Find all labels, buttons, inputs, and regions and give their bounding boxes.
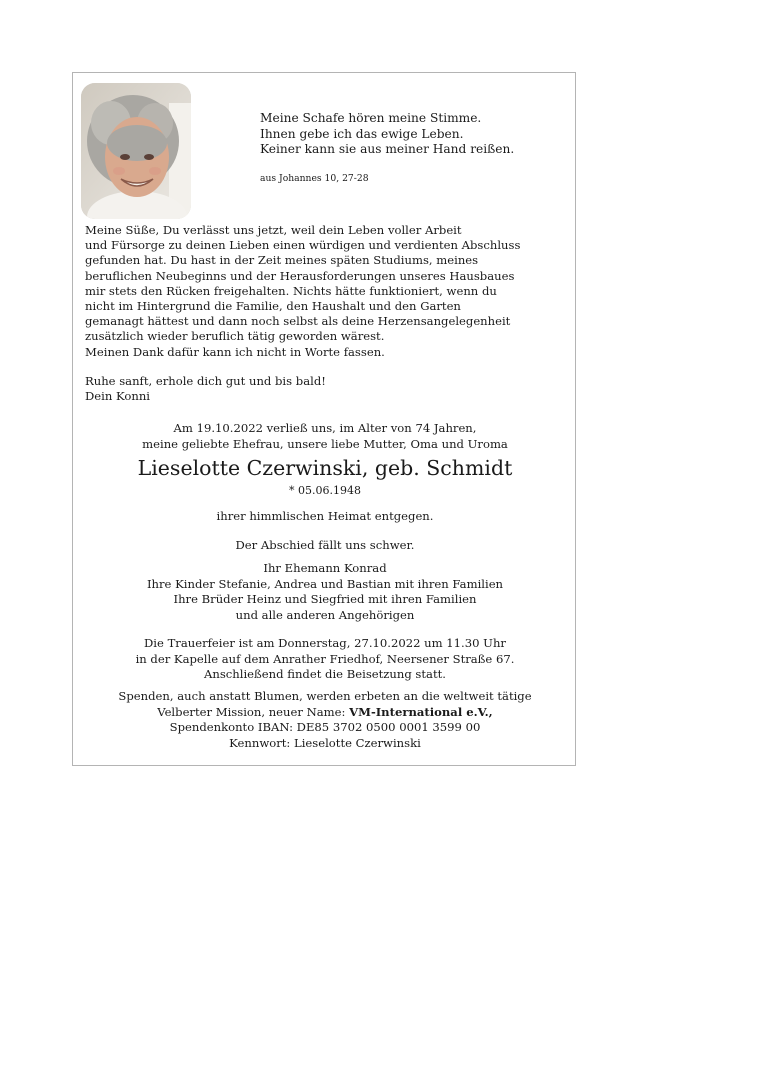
bible-verse bbox=[260, 111, 560, 158]
birth-date-text: * 05.06.1948 bbox=[289, 484, 361, 497]
donation-org-name: VM-International e.V., bbox=[349, 704, 493, 719]
tribute-line: gemanagt hättest und dann noch selbst als deine Herzensangelegenheit bbox=[85, 314, 511, 329]
donation-line bbox=[73, 705, 577, 721]
obituary-notice bbox=[72, 72, 576, 766]
funeral-details bbox=[73, 636, 577, 683]
verse-line: Keiner kann sie aus meiner Hand reißen. bbox=[260, 142, 515, 156]
tribute-line: Meine Süße, Du verlässt uns jetzt, weil dein Leben voller Arbeit bbox=[85, 223, 462, 237]
heaven-line-text: ihrer himmlischen Heimat entgegen. bbox=[216, 509, 434, 523]
birth-date bbox=[73, 483, 577, 499]
mourners-list bbox=[73, 561, 577, 623]
farewell-line bbox=[73, 538, 577, 554]
mourner-line: Ihre Brüder Heinz und Siegfried mit ihren Familien bbox=[173, 592, 477, 606]
signoff-line: Ruhe sanft, erhole dich gut und bis bald! bbox=[85, 374, 326, 388]
verse-line: Ihnen gebe ich das ewige Leben. bbox=[260, 126, 464, 141]
ceremony-line: Anschließend findet die Beisetzung statt. bbox=[204, 667, 446, 681]
mourner-line: Ihr Ehemann Konrad bbox=[263, 561, 387, 575]
verse-source: aus Johannes 10, 27-28 bbox=[260, 173, 369, 184]
ceremony-line: Die Trauerfeier ist am Donnerstag, 27.10.2022 um 11.30 Uhr bbox=[144, 636, 506, 650]
tribute-line: nicht im Hintergrund die Familie, den Haushalt und den Garten bbox=[85, 299, 461, 314]
verse-line: Meine Schafe hören meine Stimme. bbox=[260, 111, 482, 125]
portrait-photo bbox=[81, 83, 191, 219]
tribute-line: beruflichen Neubeginns und der Herausforderungen unseres Hausbaues bbox=[85, 268, 515, 283]
heaven-line bbox=[73, 509, 577, 525]
donation-keyword: Kennwort: Lieselotte Czerwinski bbox=[229, 735, 421, 750]
tribute-line: mir stets den Rücken freigehalten. Nichts hätte funktioniert, wenn du bbox=[85, 283, 497, 298]
tribute-line: und Fürsorge zu deinen Lieben einen würdigen und verdienten Abschluss bbox=[85, 238, 521, 253]
mourner-line: und alle anderen Angehörigen bbox=[235, 607, 415, 622]
ceremony-line: in der Kapelle auf dem Anrather Friedhof, Neersener Straße 67. bbox=[135, 651, 515, 666]
personal-tribute bbox=[85, 223, 569, 360]
signoff-signature: Dein Konni bbox=[85, 389, 150, 404]
announcement-line: meine geliebte Ehefrau, unsere liebe Mutter, Oma und Uroma bbox=[142, 436, 508, 451]
donation-org-prefix: Velberter Mission, neuer Name: bbox=[157, 704, 350, 719]
donation-iban: Spendenkonto IBAN: DE85 3702 0500 0001 3599 00 bbox=[169, 720, 481, 734]
donation-line: Spenden, auch anstatt Blumen, werden erbeten an die weltweit tätige bbox=[118, 689, 532, 703]
signoff bbox=[85, 374, 326, 404]
tribute-line: zusätzlich wieder beruflich tätig geworden wärest. bbox=[85, 329, 385, 344]
deceased-name: Lieselotte Czerwinski, geb. Schmidt bbox=[137, 456, 513, 480]
donation-info bbox=[73, 689, 577, 751]
farewell-line-text: Der Abschied fällt uns schwer. bbox=[235, 538, 415, 552]
mourner-line: Ihre Kinder Stefanie, Andrea und Bastian mit ihren Familien bbox=[146, 576, 504, 591]
death-announcement bbox=[73, 421, 577, 452]
announcement-line: Am 19.10.2022 verließ uns, im Alter von 74 Jahren, bbox=[173, 421, 477, 435]
tribute-line: Meinen Dank dafür kann ich nicht in Worte fassen. bbox=[85, 344, 385, 359]
tribute-line: gefunden hat. Du hast in der Zeit meines späten Studiums, meines bbox=[85, 253, 479, 268]
portrait-illustration bbox=[81, 83, 191, 219]
